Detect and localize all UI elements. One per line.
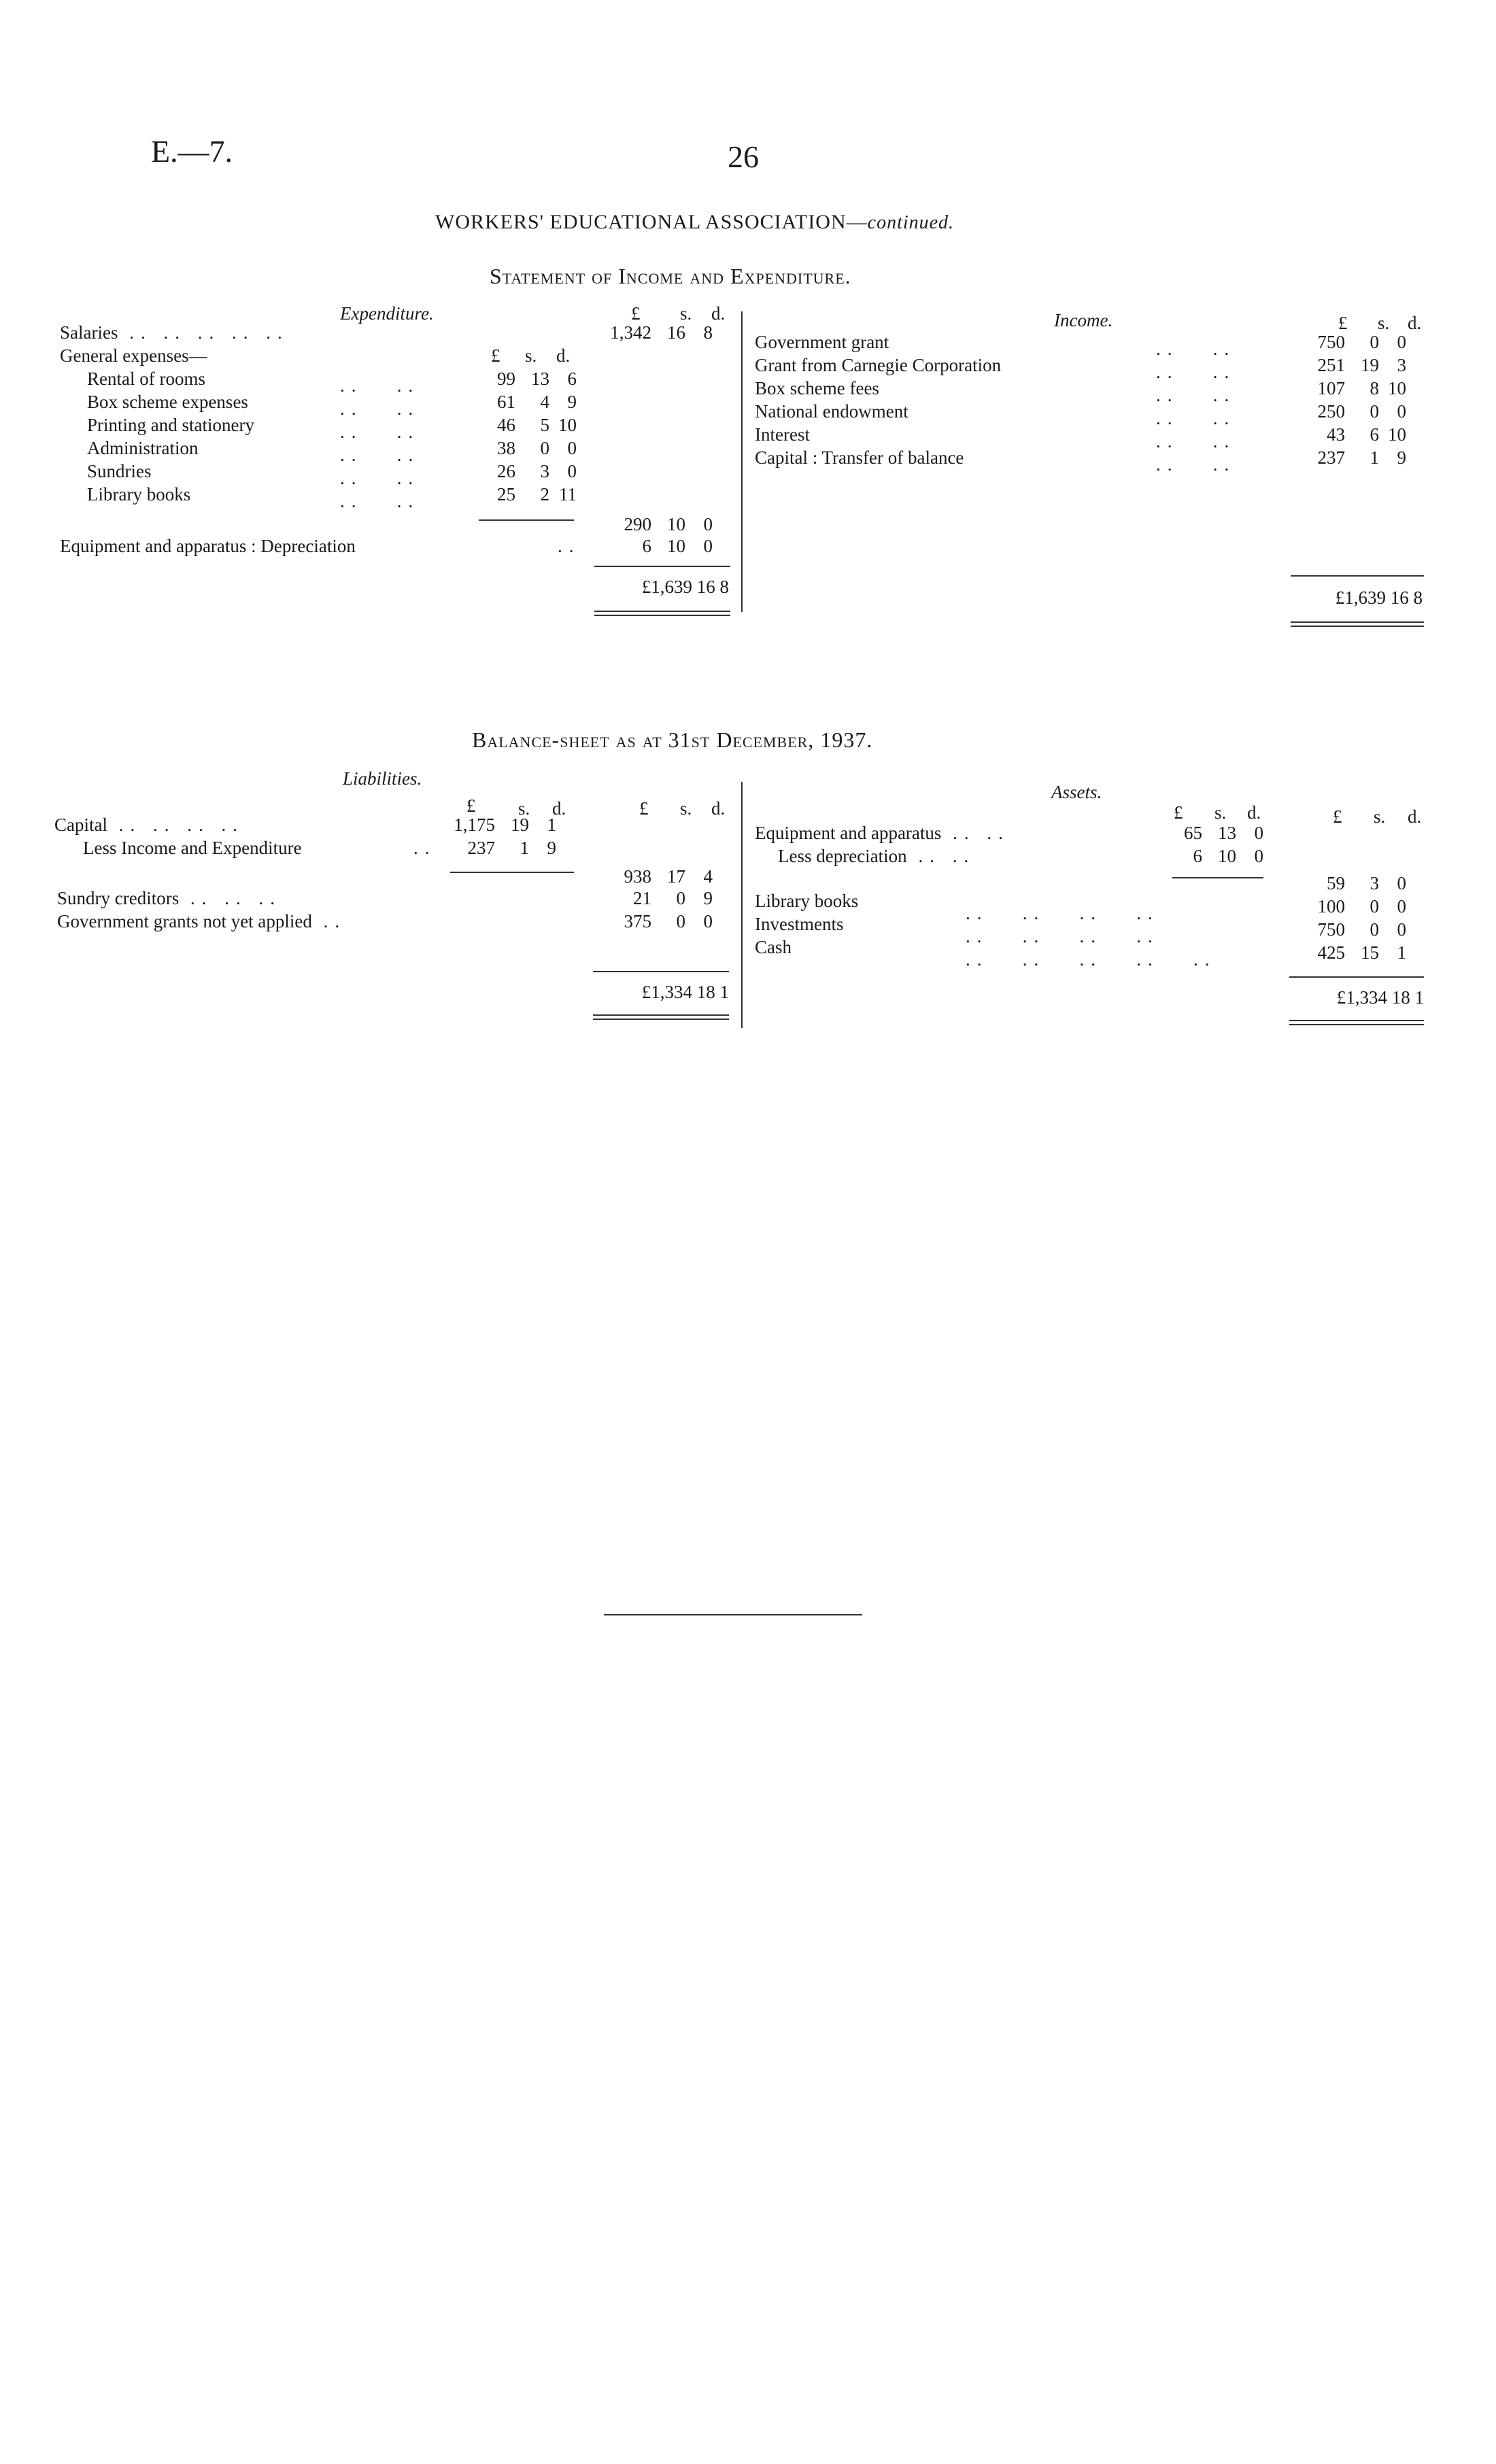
total-double-rule (593, 1014, 729, 1016)
assets-heading: Assets. (1051, 782, 1102, 802)
depreciation-amount: 6 10 0 (1193, 846, 1263, 866)
equipment-amount: 65 13 0 (1184, 823, 1263, 843)
document-reference: E.—7. (151, 134, 233, 169)
column-divider (741, 311, 743, 612)
total-double-rule (594, 611, 730, 612)
total-rule (594, 566, 730, 567)
capital-label: Capital .. .. .. .. (54, 815, 244, 835)
income-col-shillings: s. (1378, 313, 1390, 333)
net-capital-amount: 938 17 4 (624, 866, 713, 887)
assets-col-pounds: £ (1174, 802, 1183, 823)
liab-col-shillings: s. (518, 798, 530, 819)
asset-amount: 425 15 1 (1317, 942, 1406, 963)
general-item-amount: 99 13 6 (497, 369, 577, 389)
assets-total-col-pounds: £ (1333, 806, 1342, 827)
income-col-pounds: £ (1338, 313, 1348, 333)
income-item-amount: 251 19 3 (1317, 355, 1406, 375)
total-double-rule (1291, 621, 1424, 623)
general-item-label: Sundries (87, 461, 152, 481)
income-item-label: Grant from Carnegie Corporation (755, 355, 1002, 375)
capital-amount: 1,175 19 1 (454, 815, 556, 835)
income-item-label: Capital : Transfer of balance (755, 447, 964, 468)
subtotal-rule (479, 519, 574, 521)
asset-label: Investments (755, 914, 844, 934)
liability-label: Government grants not yet applied .. (57, 911, 347, 931)
general-item-amount: 25 2 11 (497, 484, 577, 504)
col-header-pence: d. (711, 303, 726, 324)
total-double-rule (593, 1019, 729, 1020)
liability-amount: 21 0 9 (633, 888, 713, 908)
leader-dots: .. .. .. .. .. .. .. .. .. .. .. .. .. (966, 903, 1217, 970)
liab-col-pence: d. (552, 798, 566, 819)
total-double-rule (594, 615, 730, 616)
subtotal-rule (1172, 877, 1263, 878)
asset-label: Library books (755, 891, 859, 911)
leader-dots: .. .. .. .. .. .. .. .. .. .. .. .. (1156, 339, 1236, 475)
end-rule (604, 1614, 862, 1615)
equipment-depreciation-label: Equipment and apparatus : Depreciation (60, 536, 356, 556)
general-item-amount: 46 5 10 (497, 415, 577, 435)
salaries-label: Salaries .. .. .. .. .. (60, 322, 289, 343)
less-income-expenditure-label: Less Income and Expenditure (83, 838, 302, 858)
asset-label: Cash (755, 937, 792, 957)
liab-total-col-shillings: s. (680, 798, 692, 819)
liabilities-total: £1,334 18 1 (641, 982, 729, 1002)
liability-amount: 375 0 0 (624, 911, 713, 931)
general-item-label: Library books (87, 484, 191, 504)
balance-sheet-title: Balance-sheet as at 31st December, 1937. (472, 728, 873, 752)
general-expenses-total: 290 10 0 (624, 514, 713, 534)
col-header-shillings: s. (680, 303, 692, 324)
total-double-rule (1291, 626, 1424, 627)
general-item-label: Rental of rooms (87, 369, 205, 389)
assets-total: £1,334 18 1 (1336, 987, 1424, 1008)
income-heading: Income. (1054, 310, 1113, 330)
assets-total-col-shillings: s. (1374, 806, 1386, 827)
equipment-net-amount: 59 3 0 (1327, 873, 1406, 893)
total-rule (1289, 976, 1424, 978)
assets-col-pence: d. (1247, 802, 1261, 823)
income-item-amount: 43 6 10 (1327, 424, 1406, 445)
less-income-expenditure-amount: 237 1 9 (467, 838, 556, 858)
total-double-rule (1289, 1020, 1424, 1021)
income-item-amount: 750 0 0 (1317, 332, 1406, 352)
liab-col-pounds: £ (466, 795, 476, 816)
income-item-label: Government grant (755, 332, 889, 352)
income-item-label: Interest (755, 424, 810, 445)
liability-label: Sundry creditors .. .. .. (57, 888, 282, 908)
income-item-label: Box scheme fees (755, 378, 879, 398)
organisation-name: WORKERS' EDUCATIONAL ASSOCIATION— (435, 211, 868, 233)
page-number: 26 (728, 139, 759, 174)
depreciation-label: Less depreciation .. .. (778, 846, 976, 866)
general-col-shillings: s. (525, 345, 537, 366)
general-col-pence: d. (556, 345, 571, 366)
assets-col-shillings: s. (1214, 802, 1227, 823)
leader-dots: .. .. .. .. .. .. .. .. .. .. .. .. (340, 375, 420, 511)
general-item-amount: 38 0 0 (497, 438, 577, 458)
liabilities-heading: Liabilities. (343, 768, 422, 789)
income-item-label: National endowment (755, 401, 908, 422)
equipment-label: Equipment and apparatus .. .. (755, 823, 1010, 843)
liab-total-col-pounds: £ (639, 798, 649, 819)
total-rule (593, 971, 729, 972)
general-item-amount: 61 4 9 (497, 392, 577, 412)
income-item-amount: 107 8 10 (1317, 378, 1406, 398)
assets-total-col-pence: d. (1408, 806, 1422, 827)
general-item-amount: 26 3 0 (497, 461, 577, 481)
total-rule (1291, 575, 1424, 577)
col-header-pounds: £ (631, 303, 641, 324)
column-divider (741, 782, 743, 1028)
expenditure-heading: Expenditure. (340, 303, 434, 324)
general-item-label: Administration (87, 438, 199, 458)
general-expenses-label: General expenses— (60, 345, 207, 366)
subtotal-rule (450, 872, 574, 873)
leader-dots: .. (413, 838, 437, 858)
continued-label: continued. (867, 212, 955, 233)
income-col-pence: d. (1408, 313, 1422, 333)
general-item-label: Printing and stationery (87, 415, 254, 435)
asset-amount: 100 0 0 (1317, 896, 1406, 917)
liab-total-col-pence: d. (711, 798, 726, 819)
income-statement-title: Statement of Income and Expenditure. (490, 264, 851, 288)
income-item-amount: 237 1 9 (1317, 447, 1406, 468)
asset-amount: 750 0 0 (1317, 919, 1406, 940)
salaries-amount: 1,342 16 8 (610, 322, 713, 343)
equipment-depreciation-amount: 6 10 0 (642, 536, 713, 556)
general-item-label: Box scheme expenses (87, 392, 248, 412)
leader-dots: .. (558, 536, 581, 556)
income-item-amount: 250 0 0 (1317, 401, 1406, 422)
income-total: £1,639 16 8 (1335, 587, 1423, 608)
total-double-rule (1289, 1024, 1424, 1025)
general-col-pounds: £ (491, 345, 500, 366)
expenditure-total: £1,639 16 8 (641, 577, 729, 597)
organisation-title (435, 211, 954, 234)
